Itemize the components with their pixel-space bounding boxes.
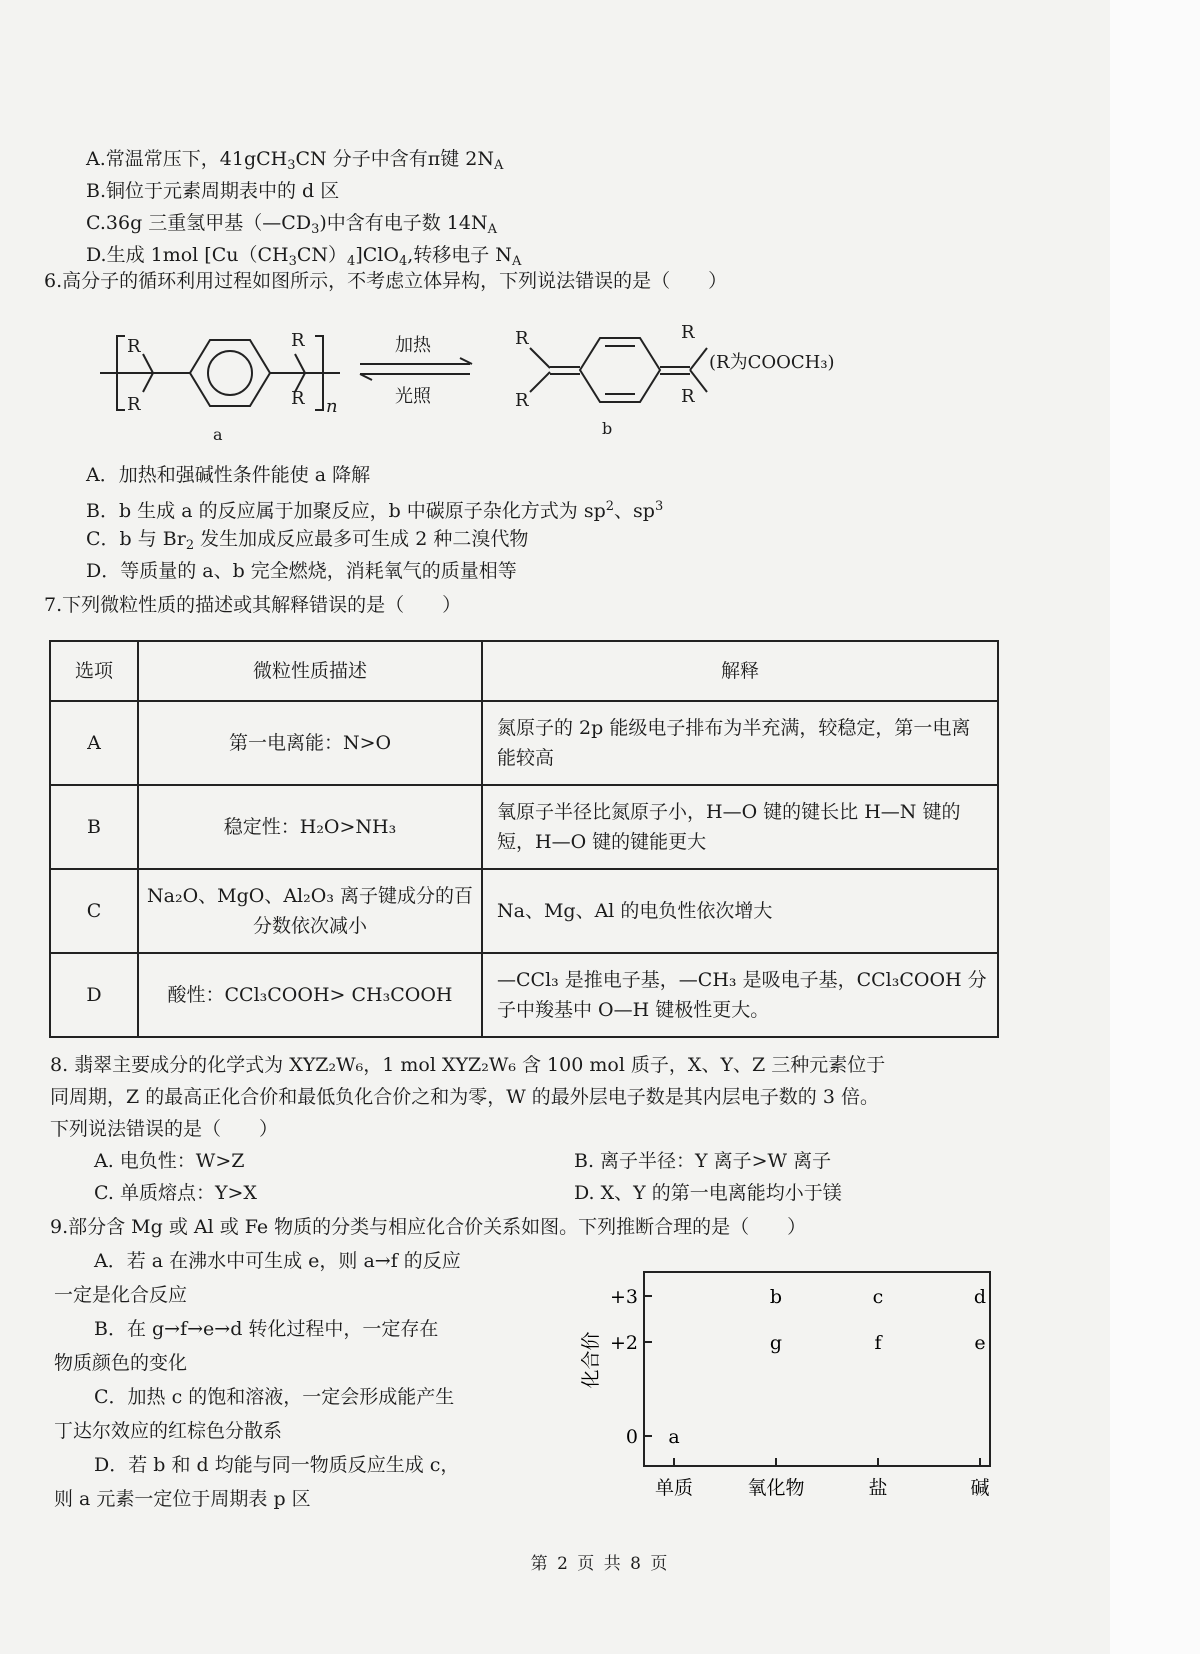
table-cell: 第一电离能：N>O <box>138 701 482 785</box>
table-cell: Na、Mg、Al 的电负性依次增大 <box>482 869 998 953</box>
arrow-bottom-label: 光照 <box>395 386 431 407</box>
q7-table <box>49 640 999 1038</box>
q6-option-d: D．等质量的 a、b 完全燃烧，消耗氧气的质量相等 <box>86 560 517 582</box>
table-cell: 稳定性：H₂O>NH₃ <box>138 785 482 869</box>
table-row <box>50 785 998 869</box>
table-cell: A <box>50 701 138 785</box>
q8-option-a: A. 电负性：W>Z <box>94 1150 245 1172</box>
q8-option-d: D. X、Y 的第一电离能均小于镁 <box>574 1182 842 1204</box>
point-label-c: c <box>872 1286 884 1308</box>
q6-option-c: C．b 与 $Br_2$ 发生加成反应最多可生成 2 种二溴代物 <box>86 528 529 553</box>
x-tick-label: 氧化物 <box>747 1477 805 1499</box>
table-row <box>50 701 998 785</box>
q9-option-c-cont: 丁达尔效应的红棕色分散系 <box>54 1420 283 1442</box>
y-tick-label: 0 <box>625 1426 638 1448</box>
r-label: R <box>515 328 529 349</box>
q9-option-a-cont: 一定是化合反应 <box>54 1284 188 1306</box>
q5-option-c: C.36g 三重氢甲基$(—CD_3)$中含有电子数 $14N_A$ <box>86 212 497 237</box>
q8-option-c: C. 单质熔点：Y>X <box>94 1182 257 1204</box>
q5-option-d: D.生成 1mol $[Cu(CH_3CN)_4]ClO_4$,转移电子 $N_A$ <box>86 244 522 269</box>
r-label: R <box>127 336 141 357</box>
r-note: (R为COOCH₃) <box>709 352 835 373</box>
q9-option-a: A．若 a 在沸水中可生成 e，则 a→f 的反应 <box>94 1250 461 1272</box>
table-header: 微粒性质描述 <box>138 641 482 701</box>
page-edge <box>1110 0 1200 1654</box>
point-label-a: a <box>668 1426 680 1448</box>
label-a: a <box>213 425 223 444</box>
r-label: R <box>515 390 529 411</box>
table-header: 解释 <box>482 641 998 701</box>
r-label: R <box>291 330 305 351</box>
point-label-b: b <box>769 1286 783 1308</box>
q5-option-b: B.铜位于元素周期表中的 d 区 <box>86 180 340 202</box>
q8-line-1: 8. 翡翠主要成分的化学式为 XYZ₂W₆，1 mol XYZ₂W₆ 含 100 mol 质子，X、Y、Z 三种元素位于 <box>50 1054 886 1076</box>
q8-option-b: B. 离子半径：Y 离子>W 离子 <box>574 1150 832 1172</box>
x-tick-label: 盐 <box>868 1477 888 1499</box>
q8-line-2: 同周期，Z 的最高正化合价和最低负化合价之和为零，W 的最外层电子数是其内层电子数的 3 倍。 <box>50 1086 879 1108</box>
q9-option-c: C．加热 c 的饱和溶液，一定会形成能产生 <box>94 1386 455 1408</box>
q7-stem: 7.下列微粒性质的描述或其解释错误的是（ ） <box>44 594 462 616</box>
label-b: b <box>602 419 613 438</box>
point-label-e: e <box>974 1332 986 1354</box>
table-cell: 酸性：CCl₃COOH> CH₃COOH <box>138 953 482 1037</box>
q8-line-3: 下列说法错误的是（ ） <box>50 1118 279 1140</box>
q9-option-d-cont: 则 a 元素一定位于周期表 p 区 <box>54 1488 311 1510</box>
x-tick-label: 单质 <box>654 1477 694 1499</box>
y-axis-label: 化合价 <box>580 1331 602 1389</box>
r-label: R <box>127 394 141 415</box>
r-label: R <box>291 388 305 409</box>
point-label-d: d <box>973 1286 987 1308</box>
table-cell: D <box>50 953 138 1037</box>
r-label: R <box>681 386 695 407</box>
q9-option-b: B．在 g→f→e→d 转化过程中，一定存在 <box>94 1318 439 1340</box>
chart-frame <box>644 1272 990 1466</box>
y-tick-label: +3 <box>609 1286 638 1308</box>
table-cell: 氧原子半径比氮原子小，H—O 键的键长比 H—N 键的短，H—O 键的键能更大 <box>482 785 998 869</box>
arrow-top-label: 加热 <box>395 335 431 356</box>
point-label-f: f <box>874 1332 882 1354</box>
table-cell: B <box>50 785 138 869</box>
q6-option-a: A．加热和强碱性条件能使 a 降解 <box>86 464 371 486</box>
table-cell: C <box>50 869 138 953</box>
valence-chart <box>580 1260 1000 1516</box>
table-cell: Na₂O、MgO、Al₂O₃ 离子键成分的百分数依次减小 <box>138 869 482 953</box>
table-cell: 氮原子的 2p 能级电子排布为半充满，较稳定，第一电离能较高 <box>482 701 998 785</box>
point-label-g: g <box>769 1332 783 1354</box>
repeat-n-label: n <box>326 396 338 417</box>
q9-option-b-cont: 物质颜色的变化 <box>54 1352 188 1374</box>
table-header: 选项 <box>50 641 138 701</box>
q6-option-b: B．b 生成 a 的反应属于加聚反应，b 中碳原子杂化方式为 $sp^2$、$sp^3$ <box>86 499 664 522</box>
q9-stem: 9.部分含 Mg 或 Al 或 Fe 物质的分类与相应化合价关系如图。下列推断合理的是（ ） <box>50 1216 807 1238</box>
q6-reaction-scheme <box>95 318 885 448</box>
q9-option-d: D．若 b 和 d 均能与同一物质反应生成 c， <box>94 1454 460 1476</box>
x-tick-label: 碱 <box>970 1477 990 1499</box>
r-label: R <box>681 322 695 343</box>
q6-stem: 6.高分子的循环利用过程如图所示，不考虑立体异构，下列说法错误的是（ ） <box>44 270 728 292</box>
page-footer: 第 2 页 共 8 页 <box>530 1554 670 1574</box>
table-cell: —CCl₃ 是推电子基，—CH₃ 是吸电子基，CCl₃COOH 分子中羧基中 O—H 键极性更大。 <box>482 953 998 1037</box>
q5-option-a: A.常温常压下，41gCH$_3$CN 分子中含有π键 $2N_A$ <box>86 148 504 173</box>
y-tick-label: +2 <box>609 1332 638 1354</box>
table-row <box>50 953 998 1037</box>
table-row <box>50 869 998 953</box>
